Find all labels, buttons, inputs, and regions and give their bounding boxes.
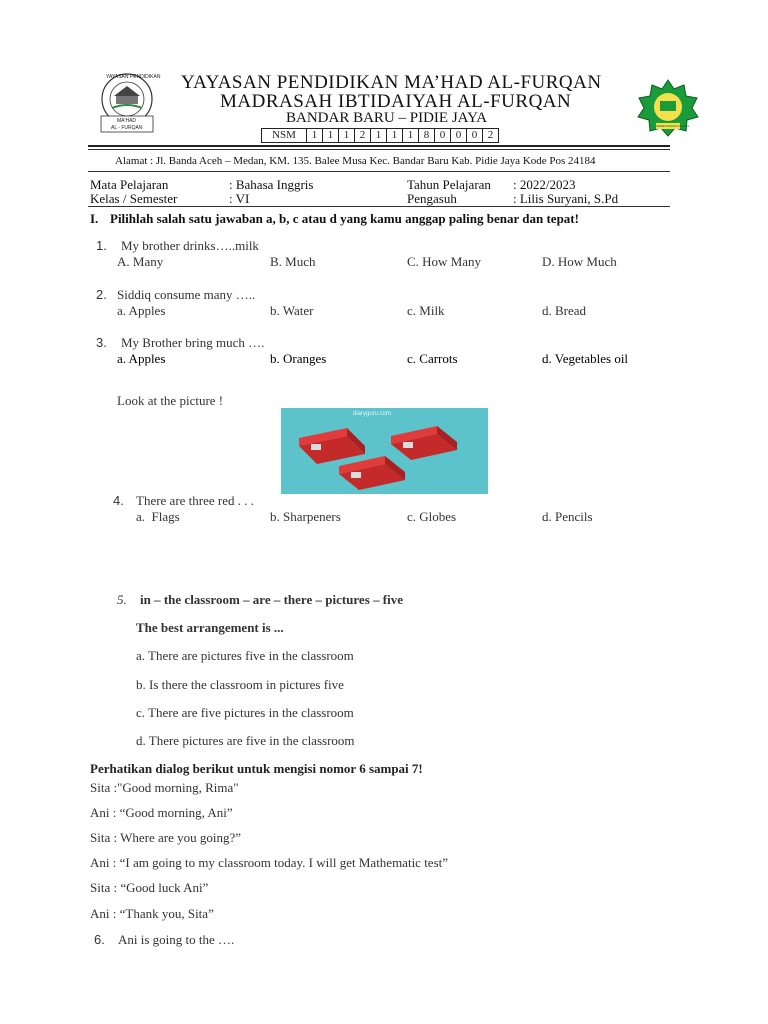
kemenag-logo xyxy=(636,79,700,137)
question-number: 6. xyxy=(94,932,105,947)
option: a. Apples xyxy=(117,303,166,318)
arrangement-prompt: The best arrangement is ... xyxy=(136,620,284,635)
school-location: BANDAR BARU – PIDIE JAYA xyxy=(286,110,488,126)
option: d. Pencils xyxy=(542,509,593,524)
dialog-line: Sita : “Good luck Ani” xyxy=(90,880,209,895)
option: b. Is there the classroom in pictures five xyxy=(136,677,344,692)
nsm-digit: 1 xyxy=(323,129,339,143)
dialog-line: Sita :"Good morning, Rima" xyxy=(90,780,239,795)
nsm-digit: 0 xyxy=(467,129,483,143)
header-divider-thick xyxy=(88,145,670,147)
nsm-digit: 0 xyxy=(451,129,467,143)
kemenag-logo-text: KEMENTERIAN AGAMA xyxy=(656,124,690,128)
nsm-digit: 2 xyxy=(483,129,499,143)
teacher-value: : Lilis Suryani, S.Pd xyxy=(513,191,619,206)
logo-text-mahad: MA'HAD xyxy=(117,118,137,124)
foundation-logo xyxy=(92,72,162,134)
question-number: 5. xyxy=(117,592,127,607)
nsm-digit: 2 xyxy=(355,129,371,143)
option: D. How Much xyxy=(542,254,617,269)
logo-text-top: YAYASAN PENDIDIKAN xyxy=(106,74,161,80)
question-number: 1. xyxy=(96,238,107,253)
foundation-name: YAYASAN PENDIDIKAN MA’HAD AL-FURQAN xyxy=(181,72,602,93)
option: b. Sharpeners xyxy=(270,509,341,524)
nsm-box xyxy=(261,128,499,143)
option: A. Many xyxy=(117,254,164,269)
dialog-line: Sita : Where are you going?” xyxy=(90,830,242,845)
option: c. Globes xyxy=(407,509,457,524)
option: C. How Many xyxy=(407,254,482,269)
nsm-digit: 8 xyxy=(419,129,435,143)
picture-watermark: diaryguru.com xyxy=(353,411,392,417)
class-value: : VI xyxy=(229,191,250,206)
option: d. Bread xyxy=(542,303,587,318)
nsm-digit: 1 xyxy=(403,129,419,143)
option: d. Vegetables oil xyxy=(542,351,629,366)
nsm-digit: 1 xyxy=(307,129,323,143)
subject-value: : Bahasa Inggris xyxy=(229,177,314,192)
look-picture-instruction: Look at the picture ! xyxy=(117,393,224,408)
dialog-line: Ani : “Thank you, Sita” xyxy=(90,906,214,921)
nsm-table xyxy=(261,128,499,143)
question-text: Siddiq consume many ….. xyxy=(117,287,256,302)
option: b. Water xyxy=(270,303,314,318)
jumbled-words: in – the classroom – are – there – pictures – five xyxy=(140,592,403,607)
question-text: My brother drinks…..milk xyxy=(121,238,259,253)
option: a. Flags xyxy=(136,509,180,524)
logo-text-alfurqan: AL - FURQAN xyxy=(111,125,143,131)
option: b. Oranges xyxy=(270,351,327,366)
sharpener-icon xyxy=(391,426,457,460)
address: Alamat : Jl. Banda Aceh – Medan, KM. 135. Balee Musa Kec. Bandar Baru Kab. Pidie Jaya Kode Pos 24184 xyxy=(115,155,596,167)
option: a. Apples xyxy=(117,351,166,366)
section-instruction: Pilihlah salah satu jawaban a, b, c atau d yang kamu anggap paling benar dan tepat! xyxy=(110,211,579,226)
option: c. Milk xyxy=(407,303,445,318)
nsm-digit: 0 xyxy=(435,129,451,143)
meta-divider xyxy=(88,206,670,207)
year-label: Tahun Pelajaran xyxy=(407,177,491,192)
question-number: 3. xyxy=(96,335,107,350)
teacher-label: Pengasuh xyxy=(407,191,457,206)
school-name: MADRASAH IBTIDAIYAH AL-FURQAN xyxy=(220,91,572,112)
option: d. There pictures are five in the classroom xyxy=(136,733,355,748)
sharpeners-picture xyxy=(281,408,488,494)
nsm-digit: 1 xyxy=(339,129,355,143)
dialog-line: Ani : “Good morning, Ani” xyxy=(90,805,233,820)
class-label: Kelas / Semester xyxy=(90,191,178,206)
header-divider-thin xyxy=(88,149,670,150)
sharpener-icon xyxy=(339,456,405,490)
nsm-label: NSM xyxy=(262,129,307,143)
subject-label: Mata Pelajaran xyxy=(90,177,169,192)
question-number: 4. xyxy=(113,493,124,508)
address-divider xyxy=(88,171,670,172)
section-number: I. xyxy=(90,211,99,226)
nsm-digit: 1 xyxy=(387,129,403,143)
year-value: : 2022/2023 xyxy=(513,177,576,192)
option: a. There are pictures five in the classroom xyxy=(136,648,354,663)
nsm-digit: 1 xyxy=(371,129,387,143)
question-text: There are three red . . . xyxy=(136,493,255,508)
dialog-intro: Perhatikan dialog berikut untuk mengisi nomor 6 sampai 7! xyxy=(90,761,423,776)
option: B. Much xyxy=(270,254,316,269)
sharpener-icon xyxy=(299,428,365,464)
dialog-line: Ani : “I am going to my classroom today. I will get Mathematic test” xyxy=(90,855,449,870)
question-text: My Brother bring much …. xyxy=(121,335,265,350)
option: c. Carrots xyxy=(407,351,458,366)
option: c. There are five pictures in the classroom xyxy=(136,705,354,720)
question-text: Ani is going to the …. xyxy=(118,932,235,947)
question-number: 2. xyxy=(96,287,107,302)
